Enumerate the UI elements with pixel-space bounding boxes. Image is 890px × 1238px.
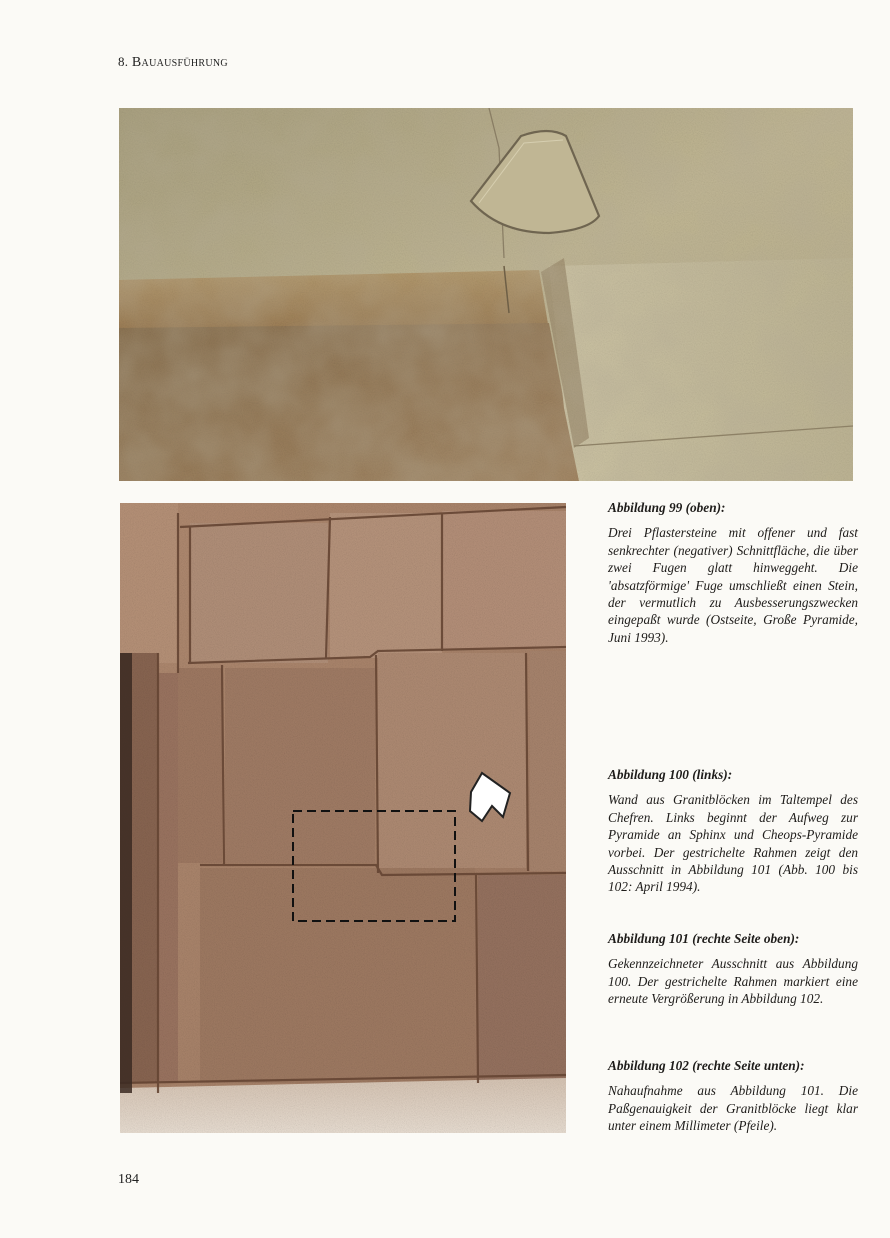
- chapter-title: Bauausführung: [131, 55, 228, 70]
- caption-figure-99: [608, 499, 858, 646]
- caption-text: Drei Pflastersteine mit offener und fast senkrechter (negativer) Schnittfläche, die über zwei Fugen glatt hinweggeht. Die 'absatzförmige' Fuge umschließt einen Stein, der vermutlich zu Ausbesserungszwecken eingepaßt wurde (Ostseite, Große Pyramide, Juni 1993).: [608, 525, 858, 645]
- figure-99-photo: [119, 108, 853, 481]
- caption-title: Abbildung 100 (links):: [608, 767, 733, 782]
- running-header: [118, 54, 228, 71]
- page-number: 184: [118, 1172, 139, 1187]
- caption-figure-100: [608, 766, 858, 896]
- figure-100-photo: [120, 503, 566, 1133]
- caption-title: Abbildung 101 (rechte Seite oben):: [608, 931, 800, 946]
- caption-text: Nahaufnahme aus Abbildung 101. Die Paßgenauigkeit der Granitblöcke liegt klar unter einem Millimeter (Pfeile).: [608, 1083, 858, 1134]
- caption-figure-101: [608, 930, 858, 1008]
- caption-title: Abbildung 102 (rechte Seite unten):: [608, 1058, 805, 1073]
- caption-figure-102: [608, 1057, 858, 1135]
- caption-title: Abbildung 99 (oben):: [608, 500, 726, 515]
- caption-text: Gekennzeichneter Ausschnitt aus Abbildung 100. Der gestrichelte Rahmen markiert eine erneute Vergrößerung in Abbildung 102.: [608, 956, 858, 1007]
- chapter-number: 8.: [118, 54, 129, 69]
- caption-text: Wand aus Granitblöcken im Taltempel des Chefren. Links beginnt der Aufweg zur Pyramide an Sphinx und Cheops-Pyramide vorbei. Der gestrichelte Rahmen zeigt den Ausschnitt in Abbildung 101 (Abb. 100 bis 102: April 1994).: [608, 792, 858, 895]
